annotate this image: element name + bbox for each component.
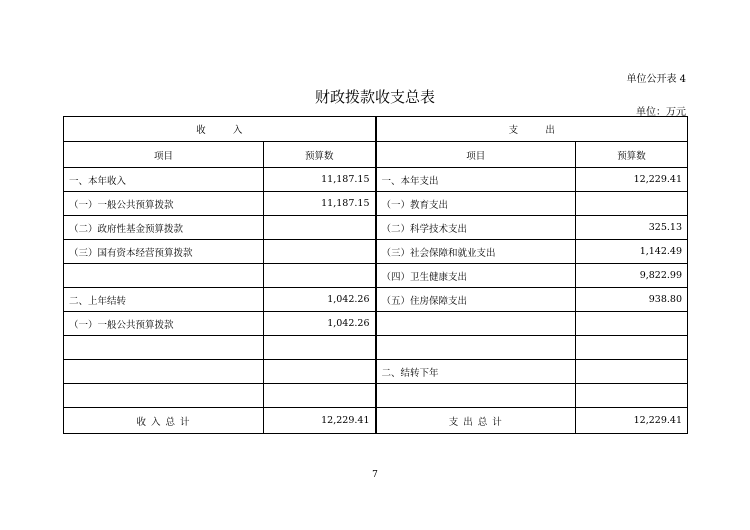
- section-header-row: [64, 117, 688, 142]
- form-code: 单位公开表 4: [626, 74, 686, 85]
- table-row: [64, 240, 688, 264]
- income-header: 收 入: [64, 117, 376, 142]
- expense-value: 325.13: [576, 216, 688, 240]
- income-label: （一）一般公共预算拨款: [64, 312, 264, 336]
- expense-label: [376, 384, 576, 408]
- page-title: 财政拨款收支总表: [314, 88, 435, 106]
- expense-value: [576, 336, 688, 360]
- totals-row: [64, 408, 688, 434]
- table-row: [64, 360, 688, 384]
- table-row: [64, 312, 688, 336]
- table-row: [64, 264, 688, 288]
- unit-label: 单位：万元: [636, 107, 686, 118]
- income-label: [64, 264, 264, 288]
- expense-label: （二）科学技术支出: [376, 216, 576, 240]
- expense-item-header: 项目: [376, 142, 576, 168]
- page-number: 7: [372, 470, 378, 480]
- expense-value: [576, 384, 688, 408]
- income-value: 1,042.26: [264, 288, 376, 312]
- income-total-value: 12,229.41: [264, 408, 376, 434]
- income-value: [264, 264, 376, 288]
- income-label: （一）一般公共预算拨款: [64, 192, 264, 216]
- expense-label: 一、本年支出: [376, 168, 576, 192]
- expense-label: （一）教育支出: [376, 192, 576, 216]
- expense-value: 12,229.41: [576, 168, 688, 192]
- expense-value: [576, 360, 688, 384]
- income-label: [64, 336, 264, 360]
- expense-value: [576, 192, 688, 216]
- income-budget-header: 预算数: [264, 142, 376, 168]
- expense-label: 二、结转下年: [376, 360, 576, 384]
- column-header-row: [64, 142, 688, 168]
- budget-table: [63, 116, 688, 434]
- income-label: （二）政府性基金预算拨款: [64, 216, 264, 240]
- table-row: [64, 384, 688, 408]
- table-row: [64, 288, 688, 312]
- expense-label: （五）住房保障支出: [376, 288, 576, 312]
- table-row: [64, 336, 688, 360]
- income-value: [264, 384, 376, 408]
- expense-total-value: 12,229.41: [576, 408, 688, 434]
- expense-value: 1,142.49: [576, 240, 688, 264]
- income-label: 一、本年收入: [64, 168, 264, 192]
- expense-label: [376, 312, 576, 336]
- table-row: [64, 168, 688, 192]
- table-row: [64, 192, 688, 216]
- expense-value: 938.80: [576, 288, 688, 312]
- income-value: [264, 336, 376, 360]
- income-value: 1,042.26: [264, 312, 376, 336]
- expense-value: 9,822.99: [576, 264, 688, 288]
- expense-total-label: 支 出 总 计: [376, 408, 576, 434]
- expense-budget-header: 预算数: [576, 142, 688, 168]
- expense-header: 支 出: [376, 117, 688, 142]
- expense-label: [376, 336, 576, 360]
- income-value: [264, 240, 376, 264]
- expense-value: [576, 312, 688, 336]
- expense-label: （三）社会保障和就业支出: [376, 240, 576, 264]
- income-label: [64, 360, 264, 384]
- income-item-header: 项目: [64, 142, 264, 168]
- expense-label: （四）卫生健康支出: [376, 264, 576, 288]
- table-row: [64, 216, 688, 240]
- income-total-label: 收 入 总 计: [64, 408, 264, 434]
- income-value: 11,187.15: [264, 168, 376, 192]
- income-value: [264, 360, 376, 384]
- income-value: 11,187.15: [264, 192, 376, 216]
- income-label: （三）国有资本经营预算拨款: [64, 240, 264, 264]
- income-value: [264, 216, 376, 240]
- income-label: 二、上年结转: [64, 288, 264, 312]
- income-label: [64, 384, 264, 408]
